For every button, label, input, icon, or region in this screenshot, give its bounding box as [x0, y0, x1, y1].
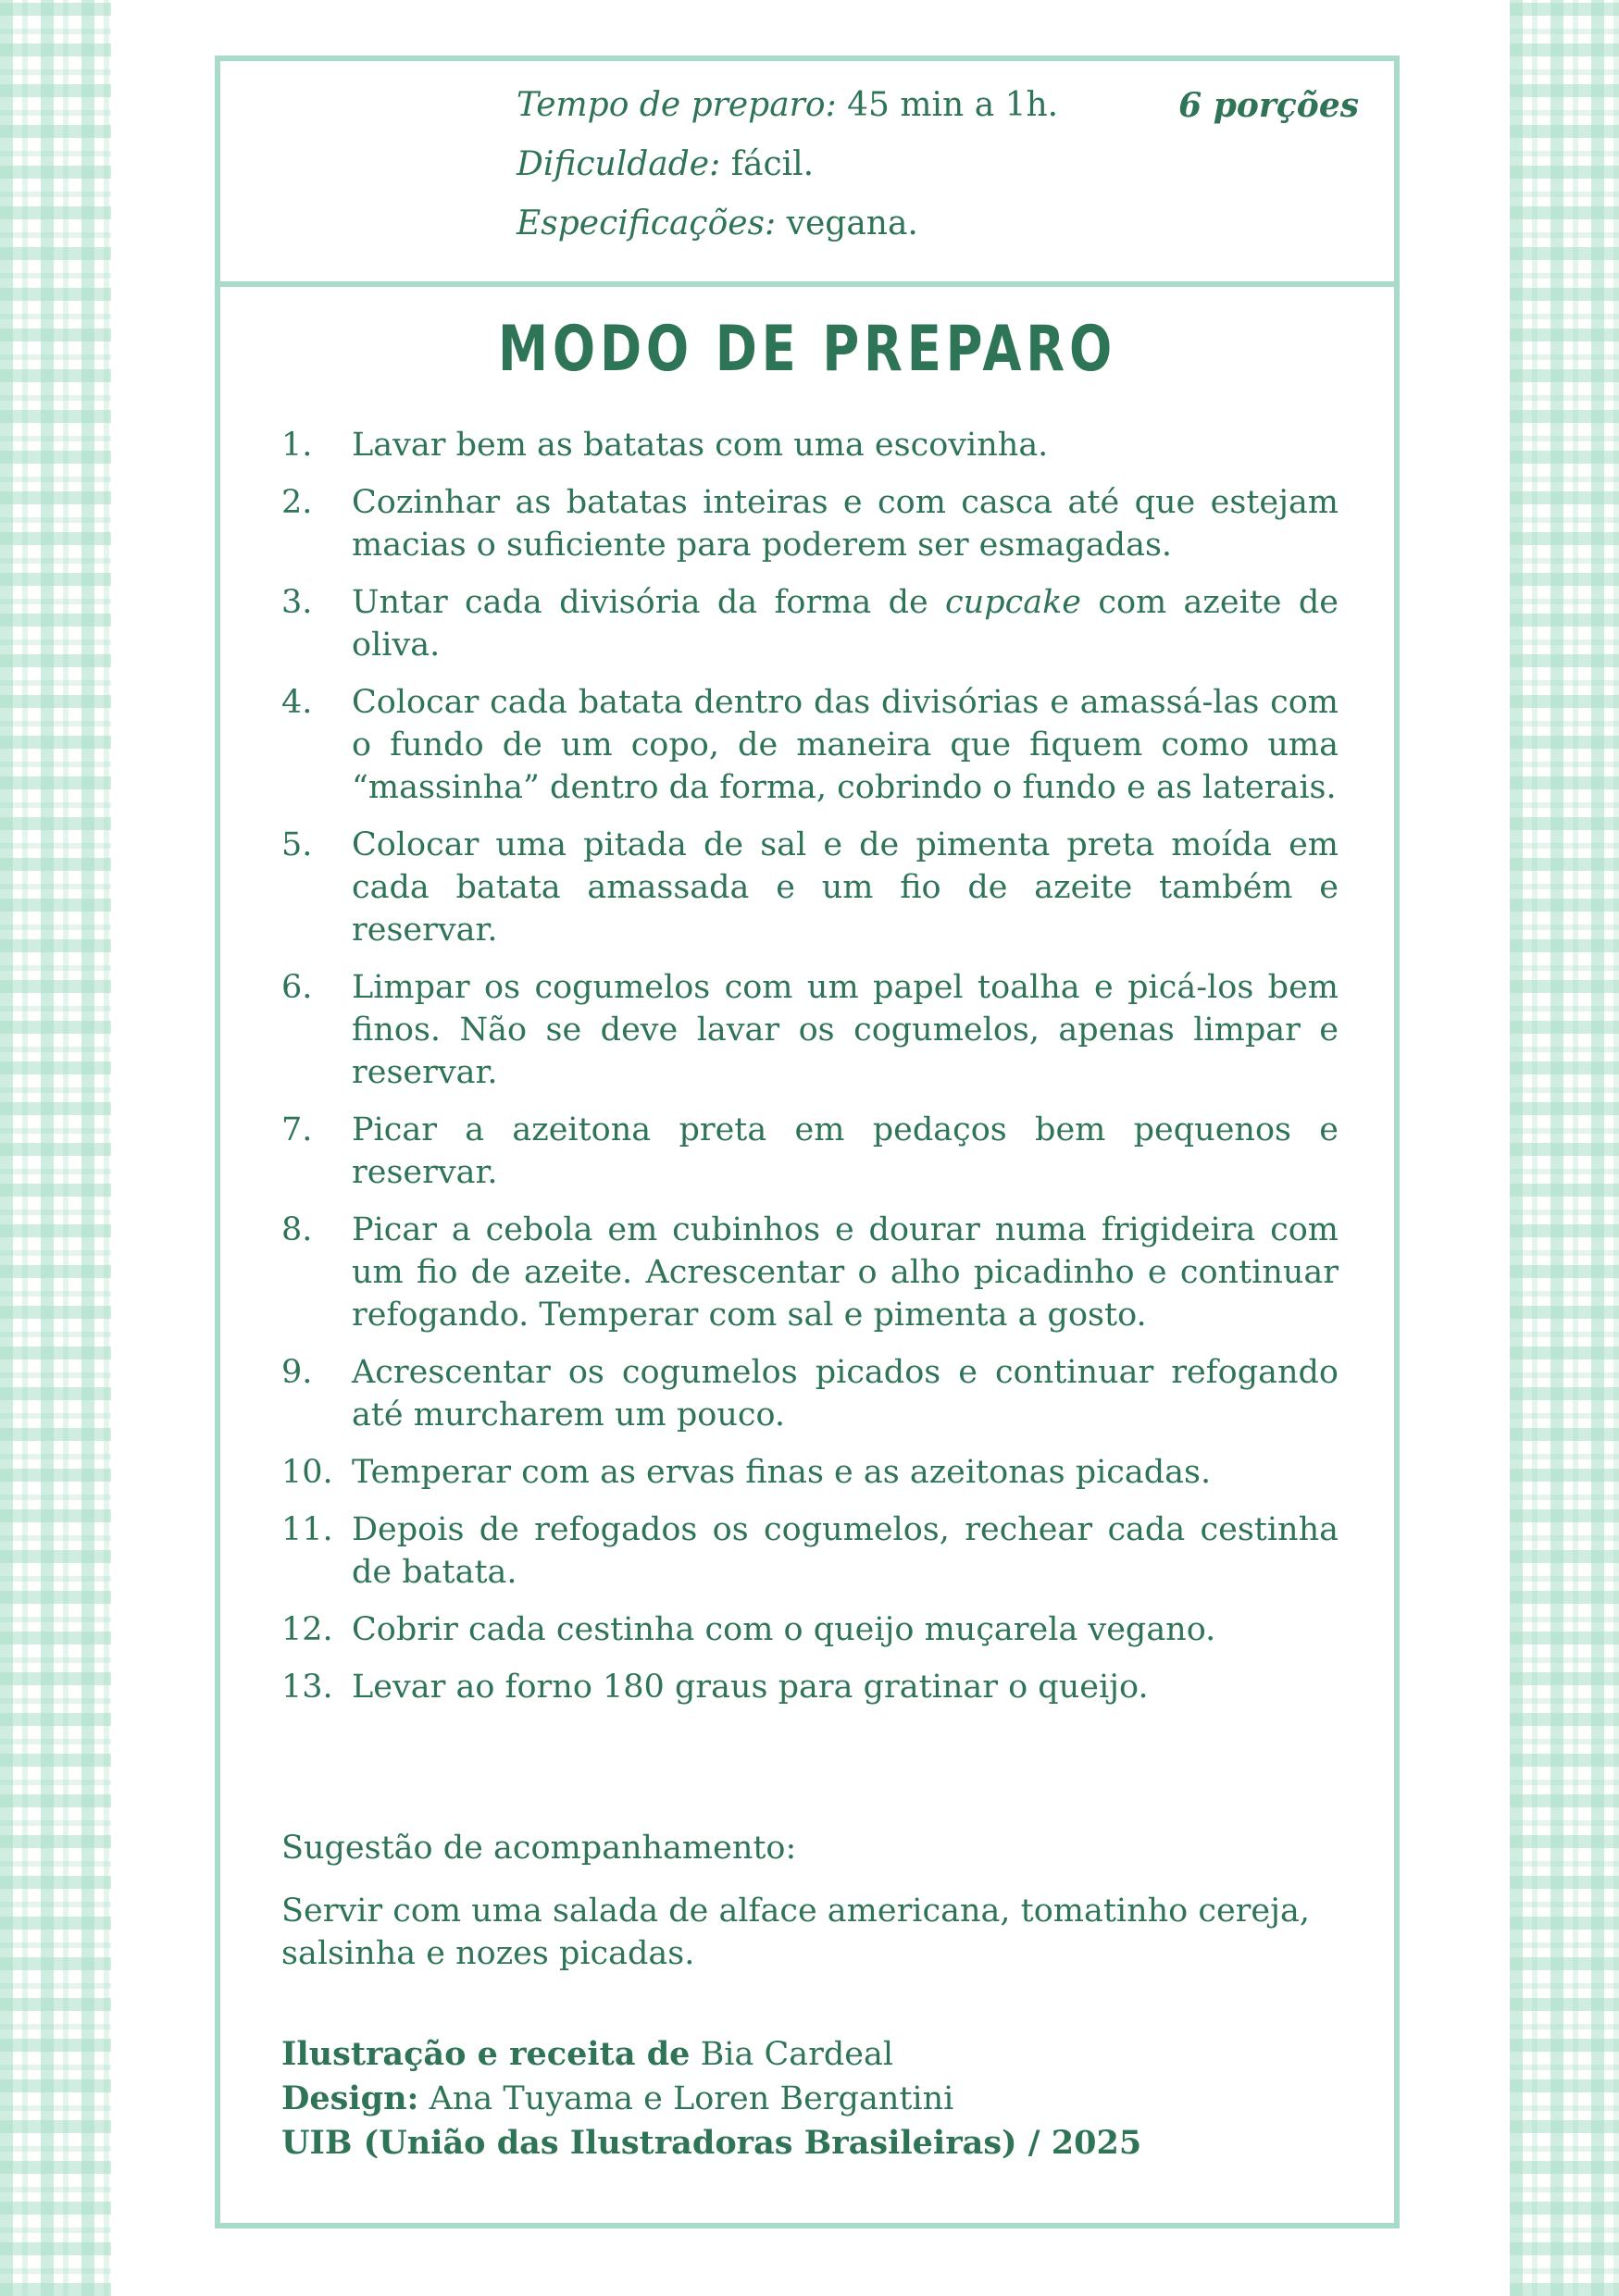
step-number: 8. [281, 1211, 313, 1248]
step-number: 5. [281, 826, 313, 863]
step-text: Limpar os cogumelos com um papel toalha e picá-los bem finos. Não se deve lavar os cogumelos, apenas limpar e reservar. [352, 969, 1339, 1091]
difficulty [517, 144, 814, 185]
credits [281, 2032, 1141, 2166]
credit-design [281, 2077, 1141, 2121]
step-number: 3. [281, 584, 313, 621]
step-number: 9. [281, 1354, 313, 1391]
step-text-end: com azeite de oliva. [352, 584, 1339, 664]
step-text-italic: cupcake [945, 584, 1081, 621]
step-text: Colocar cada batata dentro das divisórias e amassá-las com o fundo de um copo, de maneira que fiquem como uma “massinha” dentro da forma, cobrindo o fundo e as laterais. [352, 684, 1339, 806]
step-text: Lavar bem as batatas com uma escovinha. [352, 427, 1049, 464]
step-text: Picar a azeitona preta em pedaços bem pequenos e reservar. [352, 1111, 1339, 1191]
step-number: 7. [281, 1111, 313, 1148]
plaid-border-right [1510, 0, 1619, 2296]
step-text: Levar ao forno 180 graus para gratinar o queijo. [352, 1669, 1149, 1706]
prep-time [517, 85, 1058, 126]
step-item [281, 681, 1339, 809]
step-number: 12. [281, 1611, 333, 1648]
step-item [281, 966, 1339, 1094]
credit-design-value: Ana Tuyama e Loren Bergantini [429, 2080, 954, 2117]
prep-time-value: 45 min a 1h. [847, 86, 1059, 124]
credit-organization: UIB (União das Ilustradoras Brasileiras) / 2025 [281, 2124, 1142, 2162]
step-item [281, 1451, 1339, 1494]
recipe-info-box [220, 61, 1394, 287]
step-number: 10. [281, 1454, 333, 1491]
step-text: Cobrir cada cestinha com o queijo muçarela vegano. [352, 1611, 1216, 1648]
credit-illustration-value: Bia Cardeal [700, 2036, 894, 2073]
step-text: Colocar uma pitada de sal e de pimenta preta moída em cada batata amassada e um fio de azeite também e reservar. [352, 826, 1339, 949]
step-text: Acrescentar os cogumelos picados e continuar refogando até murcharem um pouco. [352, 1354, 1339, 1433]
steps-list [281, 424, 1339, 1723]
step-item [281, 424, 1339, 466]
specifications-value: vegana. [786, 205, 918, 242]
specifications-label: Especificações: [517, 205, 777, 242]
step-number: 11. [281, 1511, 333, 1548]
step-item [281, 824, 1339, 951]
recipe-card [215, 56, 1400, 2228]
credit-illustration [281, 2032, 1141, 2077]
step-number: 13. [281, 1669, 333, 1706]
credit-illustration-label: Ilustração e receita de [281, 2035, 691, 2073]
step-number: 6. [281, 969, 313, 1006]
step-item [281, 481, 1339, 566]
step-item [281, 581, 1339, 666]
step-item [281, 1209, 1339, 1336]
prep-time-label: Tempo de preparo: [517, 86, 837, 124]
step-item [281, 1508, 1339, 1594]
step-item [281, 1608, 1339, 1651]
difficulty-label: Dificuldade: [517, 145, 721, 183]
step-item [281, 1351, 1339, 1436]
portions: 6 porções [1178, 86, 1359, 125]
step-text: Picar a cebola em cubinhos e dourar numa frigideira com um fio de azeite. Acrescentar o alho picadinho e continuar refogando. Temperar com sal e pimenta a gosto. [352, 1211, 1339, 1334]
plaid-border-left [0, 0, 111, 2296]
specifications [517, 204, 918, 244]
step-item [281, 1109, 1339, 1194]
step-number: 1. [281, 427, 313, 464]
step-text: Cozinhar as batatas inteiras e com casca até que estejam macias o suficiente para poderem ser esmagadas. [352, 484, 1339, 564]
step-item [281, 1666, 1339, 1708]
step-text: Temperar com as ervas finas e as azeitonas picadas. [352, 1454, 1212, 1491]
credit-design-label: Design: [281, 2079, 419, 2117]
step-text: Depois de refogados os cogumelos, rechear cada cestinha de batata. [352, 1511, 1339, 1591]
step-number: 2. [281, 484, 313, 521]
suggestion-title: Sugestão de acompanhamento: [281, 1830, 797, 1867]
step-number: 4. [281, 684, 313, 721]
section-title: MODO DE PREPARO [497, 313, 1116, 386]
step-text-start: Untar cada divisória da forma de [352, 584, 946, 621]
suggestion-text: Servir com uma salada de alface americana, tomatinho cereja, salsinha e nozes picadas. [281, 1893, 1310, 1972]
difficulty-value: fácil. [730, 145, 815, 183]
